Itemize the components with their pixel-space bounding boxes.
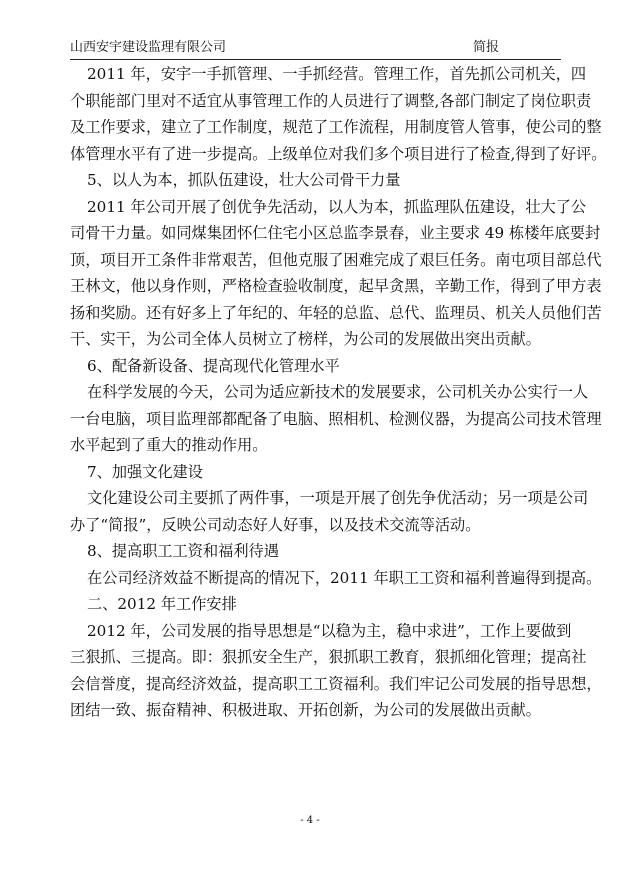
text-line: 扬和奖励。还有好多上了年纪的、年轻的总监、总代、监理员、机关人员他们苦 [70,303,602,322]
text-line: 干、实干，为公司全体人员树立了榜样，为公司的发展做出突出贡献。 [70,330,541,348]
text-line: 顶，项目开工条件非常艰苦，但他克服了困难完成了艰巨任务。南屯项目部总代 [70,250,602,269]
text-line: 7、加强文化建设 [87,462,203,481]
text-line: 2011 年公司开展了创优争先活动，以人为本，抓监理队伍建设，壮大了公 [87,197,587,216]
text-line: 一台电脑，项目监理部都配备了电脑、照相机、检测仪器，为提高公司技术管理 [70,409,602,428]
text-line: 在公司经济效益不断提高的情况下，2011 年职工工资和福利普遍得到提高。 [87,568,602,587]
document-body [70,61,607,724]
text-line: 2011 年，安宇一手抓管理、一手抓经营。管理工作，首先抓公司机关，四 [87,65,587,83]
section-heading [87,538,561,565]
paragraph [70,379,602,459]
text-line: 5、以人为本，抓队伍建设，壮大公司骨干力量 [87,171,401,189]
header-document-type: 简报 [473,40,500,55]
text-line: 会信誉度，提高经济效益，提高职工工资福利。我们牢记公司发展的指导思想， [70,674,602,693]
text-line: 及工作要求，建立了工作制度，规范了工作流程，用制度管人管事，使公司的整 [70,118,602,136]
header-company-name: 山西安宇建设监理有限公司 [70,40,227,55]
text-line: 水平起到了重大的推动作用。 [70,436,268,454]
text-line: 2012 年，公司发展的指导思想是“以稳为主，稳中求进”，工作上要做到 [87,621,572,640]
text-line: 三狠抓、三提高。即：狠抓安全生产，狠抓职工教育，狠抓细化管理；提高社 [70,648,587,666]
section-heading [87,591,561,618]
text-line: 王林文，他以身作则，严格检查验收制度，起早贪黑，辛勤工作，得到了甲方表 [70,277,602,295]
paragraph [70,61,607,167]
text-line: 团结一致、振奋精神、积极进取、开拓创新，为公司的发展做出贡献。 [70,701,541,719]
text-line: 8、提高职工工资和福利待遇 [87,542,279,560]
text-line: 个职能部门里对不适宜从事管理工作的人员进行了调整,各部门制定了岗位职责 [70,91,592,110]
paragraph [70,194,602,353]
text-line: 二、2012 年工作安排 [87,595,237,613]
text-line: 在科学发展的今天，公司为适应新技术的发展要求，公司机关办公实行一人 [87,383,589,401]
text-line: 司骨干力量。如同煤集团怀仁住宅小区总监李景春，业主要求 49 栋楼年底要封 [70,224,601,242]
section-heading [87,167,561,194]
paragraph [70,485,589,538]
text-line: 文化建设公司主要抓了两件事，一项是开展了创先争优活动；另一项是公司 [87,489,589,507]
header-divider [70,59,561,60]
section-heading [87,353,561,380]
section-heading [87,459,561,486]
paragraph [70,618,602,724]
text-line: 体管理水平有了进一步提高。上级单位对我们多个项目进行了检查,得到了好评。 [70,144,607,163]
text-line: 办了“简报”，反映公司动态好人好事，以及技术交流等活动。 [70,515,481,534]
page-header [70,38,560,58]
text-line: 6、配备新设备、提高现代化管理水平 [87,356,340,375]
paragraph [87,565,602,592]
page-number: - 4 - [300,815,320,826]
